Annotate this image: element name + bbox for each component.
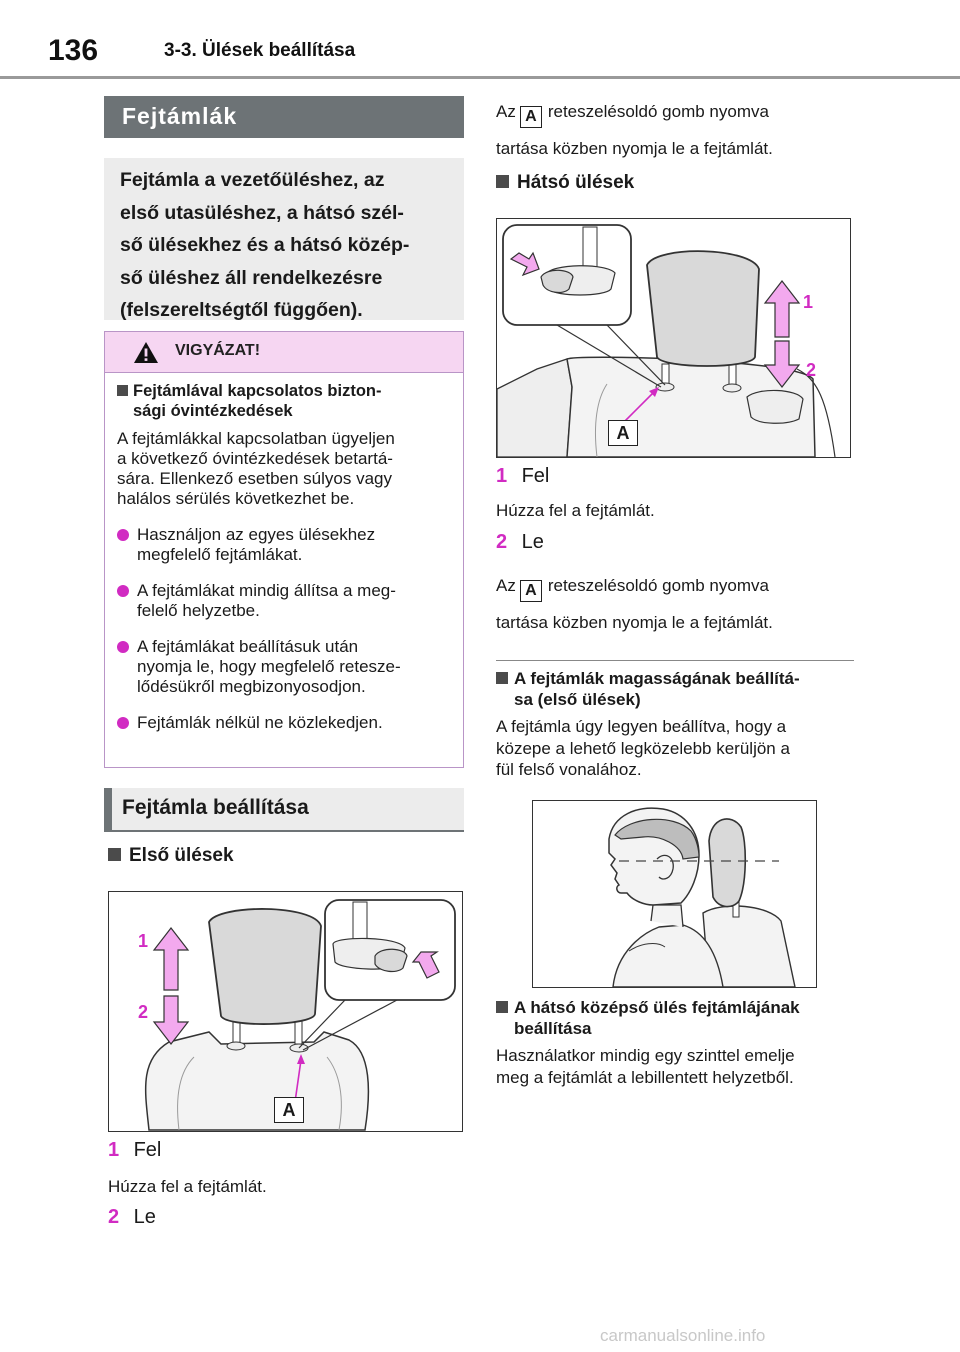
adjust-title: Fejtámla beállítása [122,796,309,819]
warning-text-line: A fejtámlákkal kapcsolatban ügyeljen [117,429,395,448]
head-position-figure [532,800,817,988]
front-seats-heading [108,845,234,867]
middle-text [496,1045,856,1088]
rear-release-line [496,576,769,602]
text-release: reteszelésoldó gomb nyomva [547,576,769,595]
step-number: 2 [108,1206,120,1228]
page-number: 136 [48,34,99,67]
height-heading-line: A fejtámlák magasságának beállítá- [514,669,800,688]
height-heading-line: sa (első ülések) [514,690,641,709]
rear-label-a: A [608,420,638,446]
warning-text [117,429,449,509]
front-release-line [496,102,769,128]
height-text-line: közepe a lehető legközelebb kerüljön a [496,738,790,758]
middle-text-line: meg a fejtámlát a lebillentett helyzetből. [496,1067,794,1087]
bullet-dot-icon [117,585,129,597]
head-position-illustration [533,801,816,987]
square-bullet-icon [117,385,128,396]
warning-header [105,332,463,373]
bullet-dot-icon [117,717,129,729]
label-a-box: A [520,580,542,602]
warning-heading-line: Fejtámlával kapcsolatos bizton- [133,382,382,400]
height-section [496,668,856,781]
middle-heading-line: A hátsó középső ülés fejtámlájának [514,998,800,1017]
bullet-line: felelő helyzetbe. [137,601,260,620]
front-seats-title: Első ülések [129,845,234,866]
bullet-dot-icon [117,641,129,653]
step-label: Fel [133,1139,162,1161]
front-release-line-2: tartása közben nyomja le a fejtámlát. [496,139,773,158]
front-label-2: 2 [138,1002,149,1022]
warning-bullet [117,581,449,621]
square-bullet-icon [496,672,508,684]
front-label-a: A [274,1097,304,1123]
intro-line: első utasüléshez, a hátsó szél- [120,201,404,224]
rear-seats-heading [496,172,634,194]
intro-line: (felszereltségtől függően). [120,299,363,321]
warning-text-line: halálos sérülés következhet be. [117,489,355,508]
step-number: 1 [108,1139,120,1161]
step-number: 2 [496,531,508,553]
text-az: Az [496,102,516,121]
bullet-line: A fejtámlákat beállításuk után [137,637,359,656]
rear-release-line-2: tartása közben nyomja le a fejtámlát. [496,613,773,632]
bullet-line: megfelelő fejtámlákat. [137,545,303,564]
square-bullet-icon [108,848,121,861]
label-a-box: A [520,106,542,128]
step-label: Fel [521,465,550,487]
height-text-line: fül felső vonalához. [496,760,642,779]
section-title-bar [104,96,464,138]
rear-label-1: 1 [803,292,814,312]
bullet-line: nyomja le, hogy megfelelő retesze- [137,657,401,676]
chapter-title: 3-3. Ülések beállítása [164,40,356,61]
bullet-line: Fejtámlák nélkül ne közlekedjen. [137,713,383,732]
header-rule [0,76,960,79]
warning-text-line: a következő óvintézkedések betartá- [117,449,393,468]
text-release: reteszelésoldó gomb nyomva [547,102,769,121]
section-divider [496,660,854,661]
height-heading [496,668,856,710]
rear-seats-title: Hátsó ülések [517,172,635,193]
rear-label-2: 2 [806,360,817,380]
middle-heading [496,997,856,1039]
height-text-line: A fejtámla úgy legyen beállítva, hogy a [496,717,787,736]
height-text [496,716,856,781]
middle-heading-line: beállítása [514,1019,592,1038]
rear-step-1 [496,465,549,488]
front-step-1 [108,1139,161,1162]
rear-step-2 [496,531,544,554]
square-bullet-icon [496,1001,508,1013]
front-step-1-desc: Húzza fel a fejtámlát. [108,1177,267,1196]
intro-line: ső ülésekhez és a hátsó közép- [120,234,410,256]
warning-title: VIGYÁZAT! [175,342,261,359]
rear-step-1-desc: Húzza fel a fejtámlát. [496,501,655,520]
warning-heading-line: sági óvintézkedések [133,402,293,420]
intro-line: Fejtámla a vezetőüléshez, az [120,169,385,191]
warning-bullet [117,525,449,565]
text-az: Az [496,576,516,595]
front-label-1: 1 [138,931,149,951]
intro-line: ső üléshez áll rendelkezésre [120,266,383,289]
rear-seat-figure [496,218,851,458]
step-label: Le [521,531,544,553]
warning-text-line: sára. Ellenkező esetben súlyos vagy [117,469,392,488]
warning-heading [117,381,449,421]
rear-headrest-illustration [497,219,850,457]
bullet-line: Használjon az egyes ülésekhez [137,525,376,544]
warning-bullet [117,713,449,733]
warning-body [105,373,463,733]
bullet-dot-icon [117,529,129,541]
step-label: Le [133,1206,156,1228]
warning-bullet [117,637,449,697]
middle-text-line: Használatkor mindig egy szinttel emelje [496,1046,795,1065]
watermark: carmanualsonline.info [600,1326,766,1345]
bar-edge [104,788,112,830]
intro-box [104,158,464,320]
middle-section [496,997,856,1088]
bullet-line: A fejtámlákat mindig állítsa a meg- [137,581,396,600]
front-seat-figure [108,891,463,1132]
step-number: 1 [496,465,508,487]
section-title: Fejtámlák [122,103,238,129]
adjust-title-bar [104,788,464,832]
front-headrest-illustration [109,892,462,1131]
front-step-2 [108,1206,156,1229]
warning-box [104,331,464,768]
bullet-line: lődésükről megbizonyosodjon. [137,677,366,696]
warning-triangle-icon [133,341,159,364]
square-bullet-icon [496,175,509,188]
